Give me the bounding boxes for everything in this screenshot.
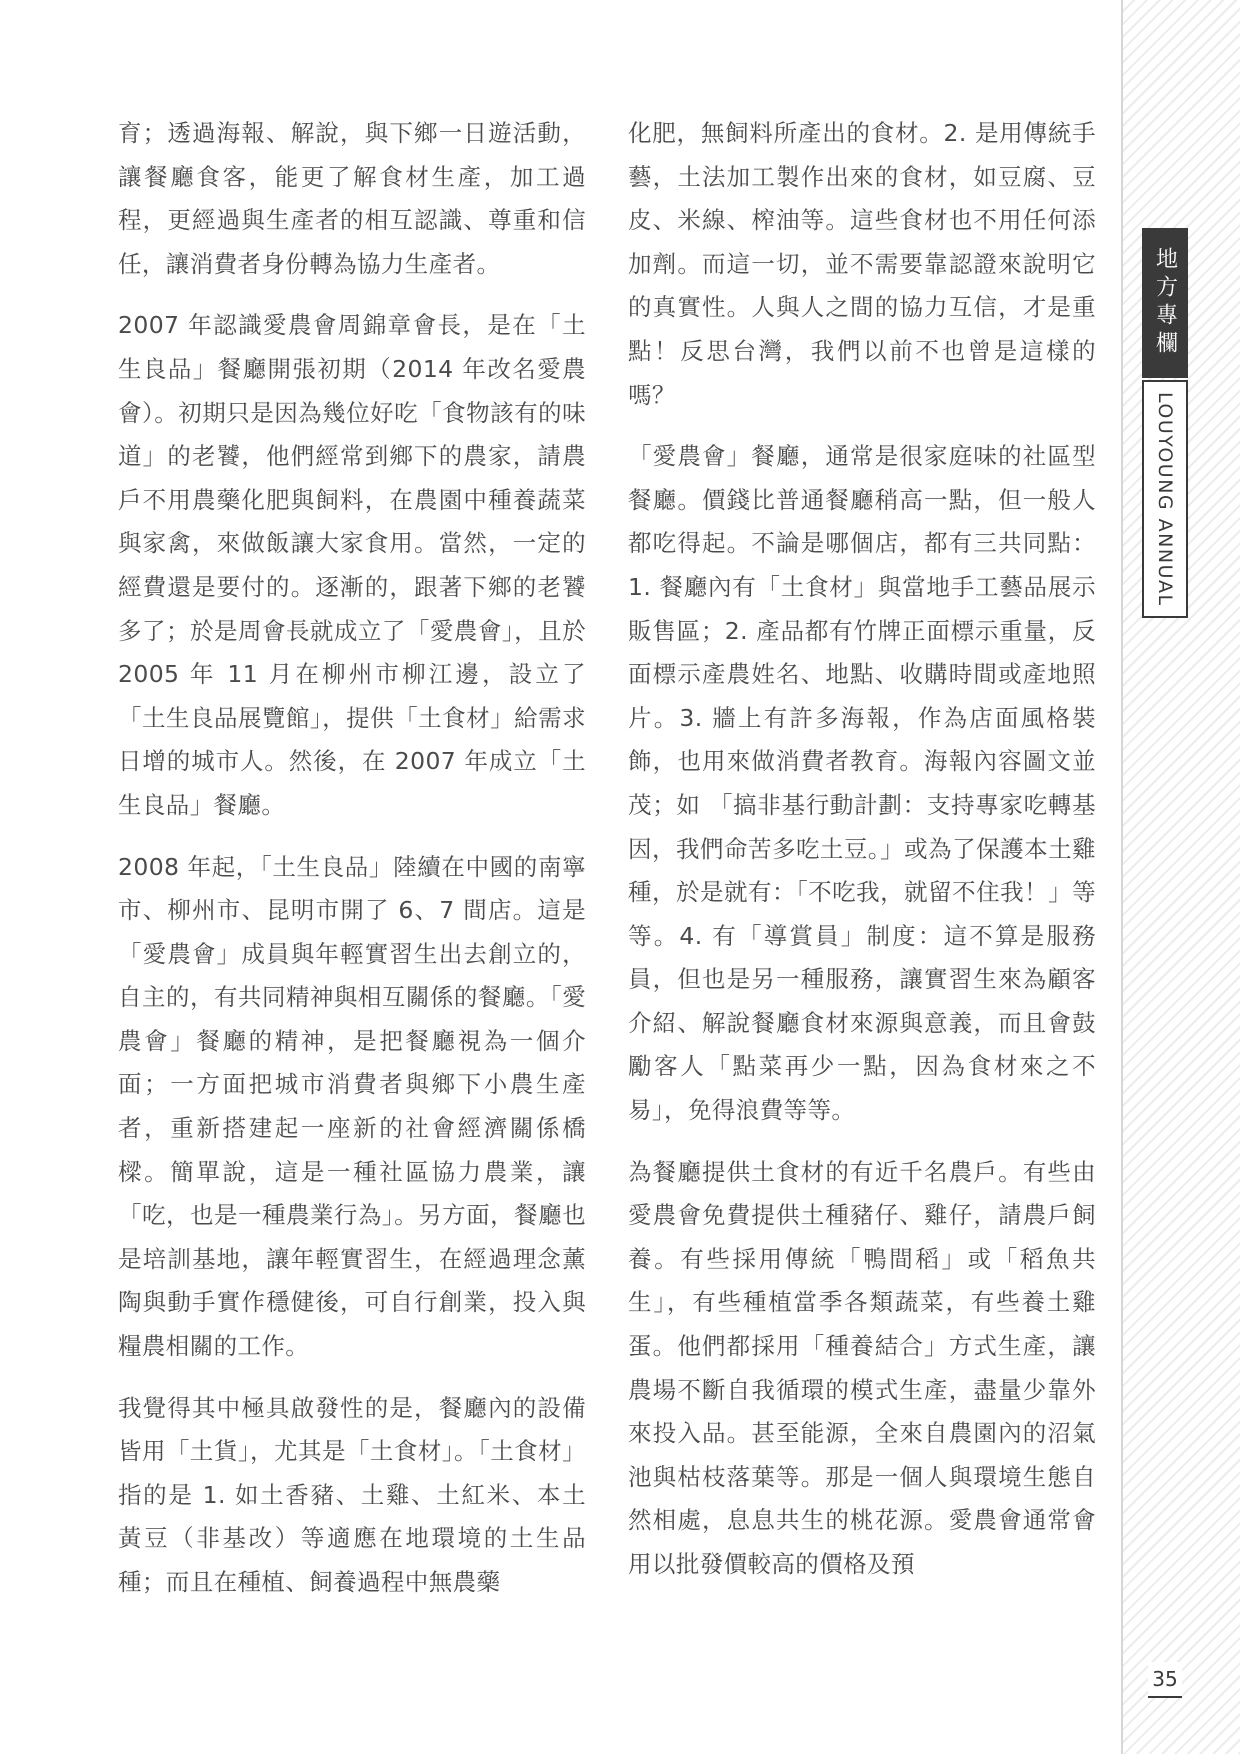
publication-tab: LOUYOUNG ANNUAL (1142, 380, 1188, 618)
left-column (118, 112, 586, 1623)
right-column (628, 112, 1096, 1605)
paragraph: 2008 年起，「土生良品」陸續在中國的南寧市、柳州市、昆明市開了 6、7 間店。這是「愛農會」成員與年輕實習生出去創立的，自主的，有共同精神與相互關係的餐廳。「愛農會」餐廳的精神，是把餐廳視為一個介面；一方面把城市消費者與鄉下小農生產者，重新搭建起一座新的社會經濟關係橋樑。簡單說，這是一種社區協力農業，讓「吃，也是一種農業行為」。另方面，餐廳也是培訓基地，讓年輕實習生，在經過理念薰陶與動手實作穩健後，可自行創業，投入與糧農相關的工作。 (118, 852, 586, 1361)
paragraph: 育；透過海報、解說，與下鄉一日遊活動，讓餐廳食客，能更了解食材生產，加工過程，更經過與生產者的相互認識、尊重和信任，讓消費者身份轉為協力生產者。 (118, 119, 586, 278)
page-number: 35 (1148, 1662, 1182, 1698)
paragraph: 我覺得其中極具啟發性的是，餐廳內的設備皆用「土貨」，尤其是「土食材」。「土食材」指的是 1. 如土香豬、土雞、土紅米、本土黃豆（非基改）等適應在地環境的土生品種；而且在種植、飼養過程中無農藥 (118, 1393, 586, 1596)
paragraph: 為餐廳提供土食材的有近千名農戶。有些由愛農會免費提供土種豬仔、雞仔，請農戶飼養。有些採用傳統「鴨間稻」或「稻魚共生」，有些種植當季各類蔬菜，有些養土雞蛋。他們都採用「種養結合」方式生產，讓農場不斷自我循環的模式生產，盡量少靠外來投入品。甚至能源，全來自農園內的沼氣池與枯枝落葉等。那是一個人與環境生態自然相處，息息共生的桃花源。愛農會通常會用以批發價較高的價格及預 (628, 1157, 1096, 1578)
paragraph: 化肥，無飼料所產出的食材。2. 是用傳統手藝，土法加工製作出來的食材，如豆腐、豆皮、米線、榨油等。這些食材也不用任何添加劑。而這一切，並不需要靠認證來說明它的真實性。人與人之間的協力互信，才是重點！反思台灣，我們以前不也曾是這樣的嗎？ (628, 119, 1096, 409)
paragraph: 「愛農會」餐廳，通常是很家庭味的社區型餐廳。價錢比普通餐廳稍高一點，但一般人都吃得起。不論是哪個店，都有三共同點：1. 餐廳內有「土食材」與當地手工藝品展示販售區；2. 產品都有竹牌正面標示重量，反面標示產農姓名、地點、收購時間或產地照片。3. 牆上有許多海報，作為店面風格裝飾，也用來做消費者教育。海報內容圖文並茂；如 「搞非基行動計劃：支持專家吃轉基因，我們命苦多吃土豆。」或為了保護本土雞種，於是就有：「不吃我，就留不住我！」等等。4. 有「導賞員」制度：這不算是服務員，但也是另一種服務，讓實習生來為顧客介紹、解說餐廳食材來源與意義，而且會鼓勵客人「點菜再少一點，因為食材來之不易」，免得浪費等等。 (628, 442, 1096, 1125)
section-tab: 地方專欄 (1142, 228, 1188, 378)
paragraph: 2007 年認識愛農會周錦章會長，是在「土生良品」餐廳開張初期（2014 年改名愛農會）。初期只是因為幾位好吃「食物該有的味道」的老饕，他們經常到鄉下的農家，請農戶不用農藥化肥與飼料，在農園中種養蔬菜與家禽，來做飯讓大家食用。當然，一定的經費還是要付的。逐漸的，跟著下鄉的老饕多了；於是周會長就成立了「愛農會」，且於 2005 年 11 月在柳州市柳江邊，設立了「土生良品展覽館」，提供「土食材」給需求日增的城市人。然後，在 2007 年成立「土生良品」餐廳。 (118, 311, 586, 819)
